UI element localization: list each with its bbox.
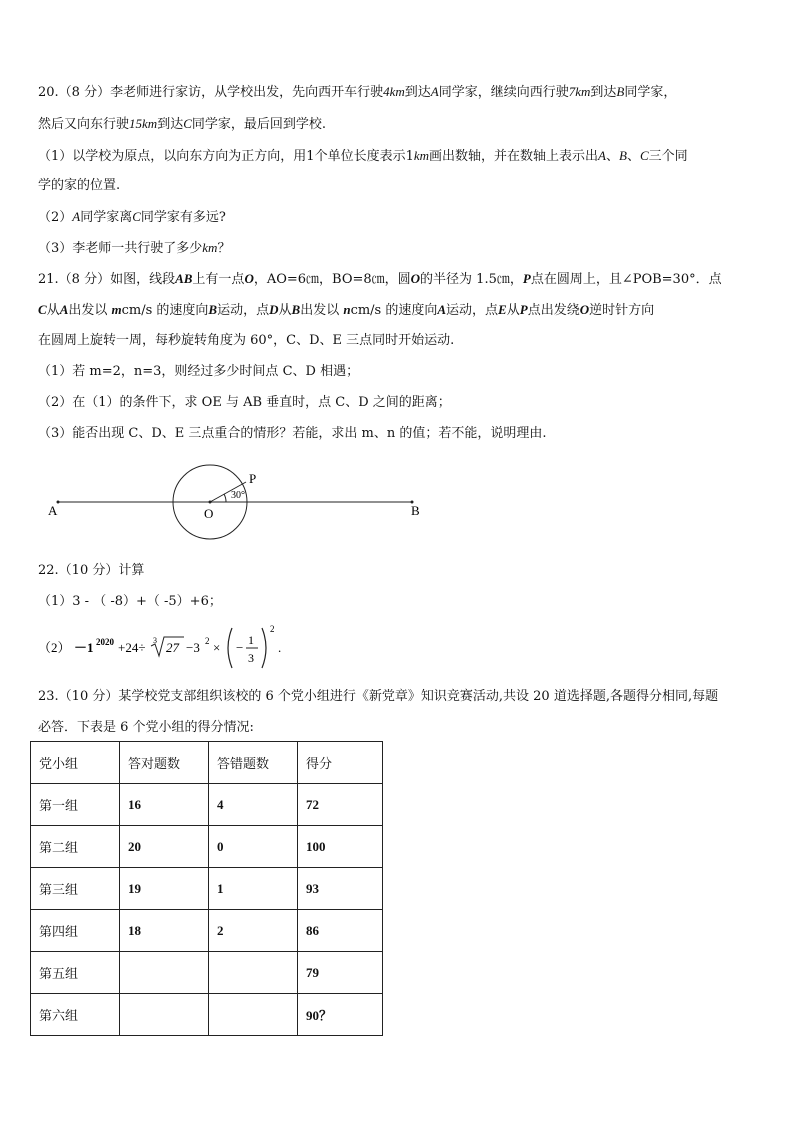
table-row bbox=[31, 910, 383, 952]
q21-line3: 在圆周上旋转一周，每秒旋转角度为 60°，C、D、E 三点同时开始运动. bbox=[38, 333, 455, 348]
svg-text:2020: 2020 bbox=[96, 637, 114, 647]
q21-part1: （1）若 m=2，n=3，则经过多少时间点 C、D 相遇； bbox=[38, 364, 360, 379]
label-p: P bbox=[249, 471, 257, 486]
table-cell: 79 bbox=[298, 952, 383, 994]
table-cell: 86 bbox=[298, 910, 383, 952]
q20-line2: 然后又向东行驶15km到达C同学家，最后回到学校. bbox=[38, 116, 327, 132]
svg-text:（2）: （2） bbox=[38, 640, 71, 655]
svg-text:2: 2 bbox=[270, 624, 275, 634]
right-paren bbox=[262, 628, 266, 668]
table-row bbox=[31, 826, 383, 868]
label-b: B bbox=[411, 503, 420, 518]
table-cell: 93 bbox=[298, 868, 383, 910]
q21-line1: 21.（8 分）如图，线段AB上有一点O，AO=6㎝，BO=8㎝，圆O的半径为 1.5㎝，P点在圆周上，且∠POB=30°．点 bbox=[38, 271, 722, 287]
table-cell: 第二组 bbox=[31, 826, 120, 868]
table-cell: 第五组 bbox=[31, 952, 120, 994]
table-row bbox=[31, 952, 383, 994]
svg-text:3: 3 bbox=[248, 651, 254, 665]
table-cell: 18 bbox=[120, 910, 209, 952]
table-cell bbox=[209, 994, 298, 1036]
table-cell: 19 bbox=[120, 868, 209, 910]
table-cell: 2 bbox=[209, 910, 298, 952]
table-cell: 1 bbox=[209, 868, 298, 910]
svg-text:×: × bbox=[213, 640, 221, 655]
svg-text:2: 2 bbox=[205, 636, 210, 646]
table-cell: 第六组 bbox=[31, 994, 120, 1036]
q21-part2: （2）在（1）的条件下，求 OE 与 AB 垂直时，点 C、D 之间的距离； bbox=[38, 395, 451, 410]
table-cell: 第三组 bbox=[31, 868, 120, 910]
q23-line1: 23.（10 分）某学校党支部组织该校的 6 个党小组进行《新党章》知识竞赛活动,共设 20 道选择题,各题得分相同,每题 bbox=[38, 689, 719, 704]
table-cell: 第一组 bbox=[31, 784, 120, 826]
table-cell bbox=[209, 952, 298, 994]
label-o: O bbox=[204, 506, 214, 521]
table-header-cell: 党小组 bbox=[31, 742, 120, 784]
svg-text:−3: −3 bbox=[186, 640, 200, 655]
q20-part1: （1）以学校为原点，以向东方向为正方向，用1个单位长度表示1km画出数轴，并在数轴上表示出A、B、C三个同 bbox=[38, 148, 688, 164]
table-row bbox=[31, 784, 383, 826]
angle-arc bbox=[224, 494, 226, 502]
q21-part3: （3）能否出现 C、D、E 三点重合的情形？若能，求出 m、n 的值；若不能，说明理由. bbox=[38, 426, 547, 441]
q20-line1: 20.（8 分）李老师进行家访，从学校出发，先向西开车行驶4km到达A同学家，继续向西行驶7km到达B同学家， bbox=[38, 84, 677, 100]
table-cell: 第四组 bbox=[31, 910, 120, 952]
table-header-row bbox=[31, 742, 383, 784]
svg-text:.: . bbox=[278, 640, 282, 655]
score-table bbox=[30, 741, 383, 1036]
table-cell: 16 bbox=[120, 784, 209, 826]
q20-part1-cont: 学的家的位置. bbox=[38, 178, 121, 193]
q20-part3: （3）李老师一共行驶了多少km？ bbox=[38, 240, 231, 256]
svg-text:+24÷: +24÷ bbox=[118, 640, 146, 655]
q20-part2: （2）A同学家离C同学家有多远? bbox=[38, 209, 226, 225]
table-cell: 20 bbox=[120, 826, 209, 868]
q22-part1: （1）3 - （ -8）+（ -5）+6； bbox=[38, 594, 222, 609]
svg-text:27: 27 bbox=[166, 640, 179, 655]
q23-line2: 必答．下表是 6 个党小组的得分情况: bbox=[38, 720, 254, 735]
table-row bbox=[31, 994, 383, 1036]
table-cell: 4 bbox=[209, 784, 298, 826]
table-cell: 0 bbox=[209, 826, 298, 868]
label-a: A bbox=[48, 503, 58, 518]
svg-text:−: − bbox=[236, 640, 244, 655]
table-cell: 100 bbox=[298, 826, 383, 868]
table-row bbox=[31, 868, 383, 910]
svg-text:1: 1 bbox=[248, 633, 254, 647]
left-paren bbox=[228, 628, 232, 668]
q22-title: 22.（10 分）计算 bbox=[38, 563, 145, 578]
label-angle: 30° bbox=[231, 490, 245, 501]
table-cell: 90？ bbox=[298, 994, 383, 1036]
q22-part2 bbox=[38, 620, 338, 674]
q21-figure bbox=[0, 460, 794, 550]
q21-line2: C从A出发以 mcm/s 的速度向B运动，点D从B出发以 ncm/s 的速度向A运动，点E从P点出发绕O逆时针方向 bbox=[38, 302, 655, 318]
table-header-cell: 答错题数 bbox=[209, 742, 298, 784]
svg-text:3: 3 bbox=[153, 636, 157, 645]
table-cell: 72 bbox=[298, 784, 383, 826]
svg-text:－1: －1 bbox=[74, 640, 94, 655]
table-header-cell: 答对题数 bbox=[120, 742, 209, 784]
table-cell bbox=[120, 952, 209, 994]
table-cell bbox=[120, 994, 209, 1036]
table-header-cell: 得分 bbox=[298, 742, 383, 784]
q22-expression bbox=[38, 620, 338, 670]
